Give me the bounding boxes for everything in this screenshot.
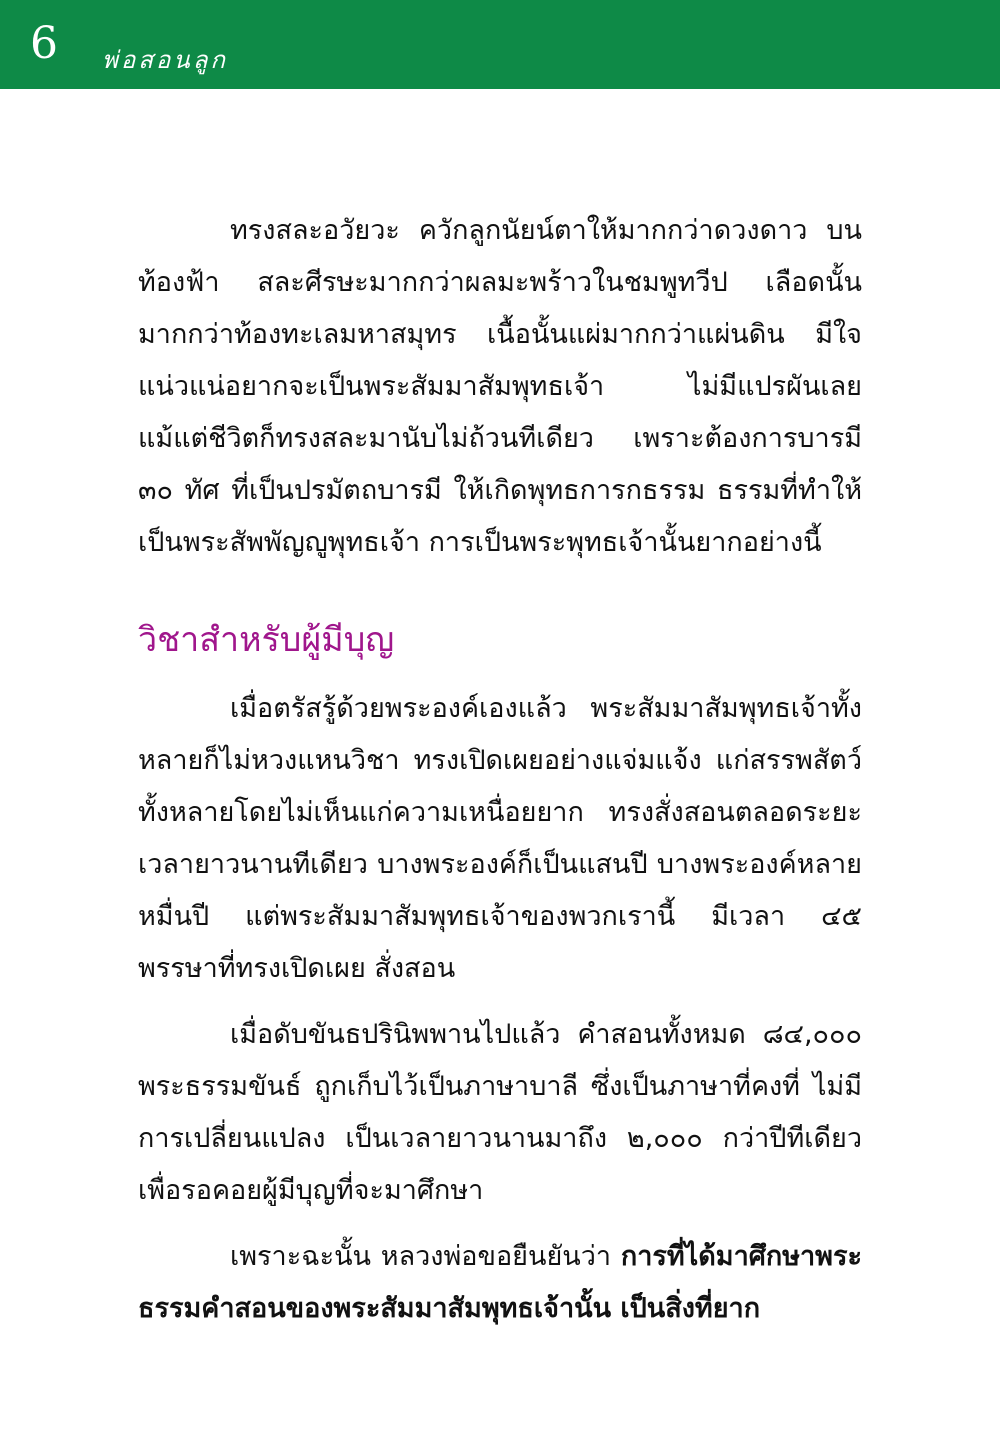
body-paragraph: เมื่อตรัสรู้ด้วยพระองค์เองแล้ว พระสัมมาสัมพุทธเจ้าทั้งหลายก็ไม่หวงแหนวิชา ทรงเปิดเผยอย่างแจ่มแจ้ง แก่สรรพสัตว์ทั้งหลายโดยไม่เห็นแก่ความเหนื่อยยาก ทรงสั่งสอนตลอดระยะเวลายาวนานทีเดียว บางพระองค์ก็เป็นแสนปี บางพระองค์หลายหมื่นปี แต่พระสัมมาสัมพุทธเจ้าของพวกเรานี้ มีเวลา ๔๕ พรรษาที่ทรงเปิดเผย สั่งสอน (138, 693, 862, 984)
page-number: 6 (30, 18, 58, 69)
body-paragraph: เมื่อดับขันธปรินิพพานไปแล้ว คำสอนทั้งหมด ๘๔,๐๐๐ พระธรรมขันธ์ ถูกเก็บไว้เป็นภาษาบาลี ซึ่งเป็นภาษาที่คงที่ ไม่มีการเปลี่ยนแปลง เป็นเวลายาวนานมาถึง ๒,๐๐๐ กว่าปีทีเดียว เพื่อรอคอยผู้มีบุญที่จะมาศึกษา (138, 1019, 862, 1206)
body-paragraph: ทรงสละอวัยวะ ควักลูกนัยน์ตาให้มากกว่าดวงดาว บนท้องฟ้า สละศีรษะมากกว่าผลมะพร้าวในชมพูทวีป เลือดนั้นมากกว่าท้องทะเลมหาสมุทร เนื้อนั้นแผ่มากกว่าแผ่นดิน มีใจแน่วแน่อยากจะเป็นพระสัมมาสัมพุทธเจ้า ไม่มีแปรผันเลย แม้แต่ชีวิตก็ทรงสละมานับไม่ถ้วนทีเดียว เพราะต้องการบารมี ๓๐ ทัศ ที่เป็นปรมัตถบารมี ให้เกิดพุทธการกธรรม ธรรมที่ทำให้เป็นพระสัพพัญญูพุทธเจ้า การเป็นพระพุทธเจ้านั้นยากอย่างนี้ (138, 215, 862, 558)
page-body (138, 205, 862, 1335)
running-title: พ่อสอนลูก (102, 46, 228, 74)
final-paragraph-intro: เพราะฉะนั้น หลวงพ่อขอยืนยันว่า (230, 1241, 621, 1272)
final-paragraph-emphasis: การที่ได้มาศึกษาพระธรรมคำสอนของพระสัมมาสัมพุทธเจ้านั้น เป็นสิ่งที่ยาก (138, 1241, 862, 1324)
page-header (0, 0, 1000, 89)
body-paragraph-final (138, 1231, 862, 1335)
section-heading: วิชาสำหรับผู้มีบุญ (138, 620, 395, 660)
